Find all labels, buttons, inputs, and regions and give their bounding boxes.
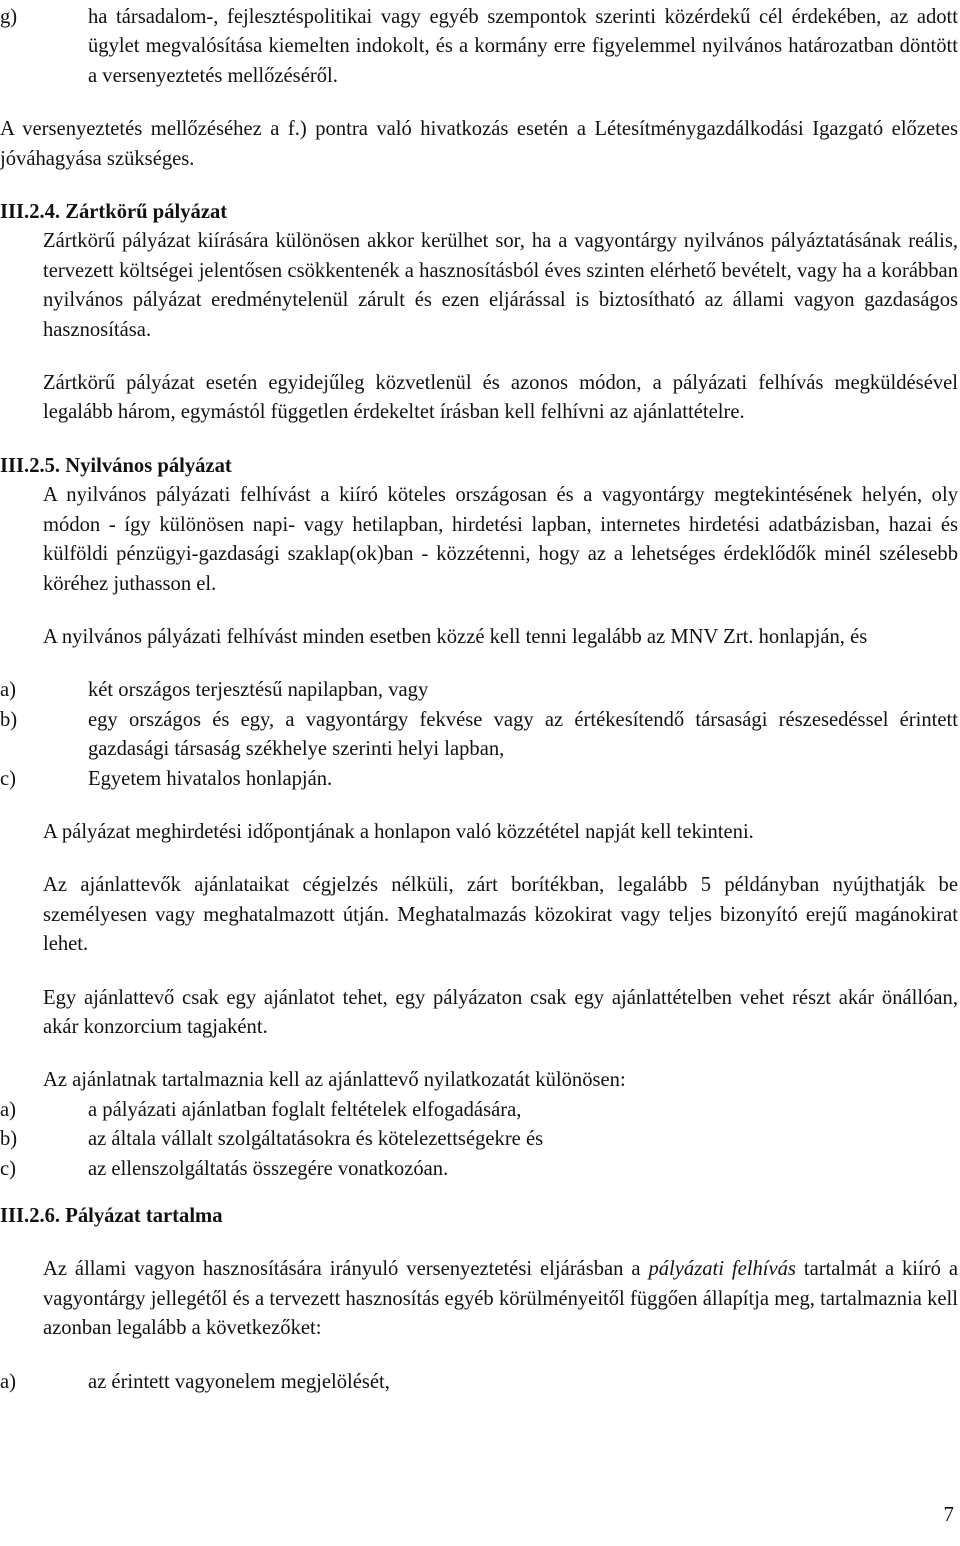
paragraph: Zártkörű pályázat esetén egyidejűleg közvetlenül és azonos módon, a pályázati felhívás megküldésével legalább három, egymástól független érdekeltet írásban kell felhívni az ajánlattételre. — [43, 372, 958, 424]
section-title: Pályázat tartalma — [65, 1205, 223, 1227]
list-item-text: az ellenszolgáltatás összegére vonatkozóan. — [88, 1157, 449, 1180]
paragraph: Egy ajánlattevő csak egy ajánlatot tehet, egy pályázaton csak egy ajánlattételben vehet részt akár önállóan, akár konzorcium tagjaként. — [43, 986, 958, 1038]
list-item-label: b) — [0, 708, 18, 731]
list-item — [0, 1368, 958, 1397]
list-item — [0, 765, 958, 794]
section-title: Zártkörű pályázat — [65, 201, 228, 224]
list-item-text: Egyetem hivatalos honlapján. — [88, 767, 333, 790]
page-number: 7 — [943, 1502, 954, 1526]
section-number: III.2.5. — [0, 454, 61, 477]
document-page — [0, 3, 958, 1397]
list-item-label: b) — [0, 1128, 18, 1151]
paragraph: Zártkörű pályázat kiírására különösen akkor kerülhet sor, ha a vagyontárgy nyilvános pályáztatásának reális, tervezett költségei jelentősen csökkentenék a hasznosításból éves szinten elérhető bevételt, vagy ha a korábban nyilvános pályázat eredménytelenül zárult és ezen eljárással is biztosítható az állami vagyon gazdaságos hasznosítása. — [43, 230, 958, 341]
section-heading-iii-2-4 — [0, 198, 958, 227]
list-item-label: a) — [0, 1370, 16, 1393]
section-title: Nyilvános pályázat — [65, 454, 232, 477]
list-item-label: a) — [0, 1098, 16, 1121]
paragraph: A nyilvános pályázati felhívást a kiíró köteles országosan és a vagyontárgy megtekintésének helyén, oly módon - így különösen napi- vagy hetilapban, hirdetési lapban, internetes hirdetési adatbázisban, hazai és külföldi pénzügyi-gazdasági szaklap(ok)ban - közzétenni, hogy az a lehetséges érdeklődők minél szélesebb köréhez juthasson el. — [43, 484, 958, 595]
section-number: III.2.4. — [0, 201, 61, 224]
list-item-text: két országos terjesztésű napilapban, vagy — [88, 679, 429, 702]
list-item-text: a pályázati ajánlatban foglalt feltételek elfogadására, — [88, 1098, 522, 1121]
list-item-text: az általa vállalt szolgáltatásokra és kötelezettségekre és — [88, 1128, 544, 1151]
f-reference-paragraph: A versenyeztetés mellőzéséhez a f.) pontra való hivatkozás esetén a Létesítménygazdálkodási Igazgató előzetes jóváhagyása szükséges. — [0, 118, 958, 170]
paragraph: A pályázat meghirdetési időpontjának a honlapon való közzététel napját kell tekinteni. — [43, 820, 754, 843]
list-item-label: c) — [0, 767, 16, 790]
paragraph: Az ajánlatnak tartalmaznia kell az ajánlattevő nyilatkozatát különösen: — [43, 1069, 626, 1092]
list-item — [0, 1096, 958, 1125]
paragraph: Az ajánlattevők ajánlataikat cégjelzés nélküli, zárt borítékban, legalább 5 példányban nyújthatják be személyesen vagy meghatalmazott útján. Meghatalmazás közokirat vagy teljes bizonyító erejű magánokirat lehet. — [43, 874, 958, 956]
list-item-label: c) — [0, 1157, 16, 1180]
emphasis-text: pályázati felhívás — [648, 1258, 796, 1281]
list-item — [0, 1125, 958, 1154]
section-number: III.2.6. — [0, 1205, 61, 1227]
section-heading-iii-2-5 — [0, 452, 958, 481]
list-item — [0, 676, 958, 705]
list-item-label: g) — [0, 6, 18, 28]
list-item-text: az érintett vagyonelem megjelölését, — [88, 1370, 390, 1393]
list-item-text: egy országos és egy, a vagyontárgy fekvése vagy az értékesítendő társasági részesedéssel érintett gazdasági társaság székhelye szerinti helyi lapban, — [88, 708, 958, 761]
list-item-text: ha társadalom-, fejlesztéspolitikai vagy egyéb szempontok szerinti közérdekű cél érdekében, az adott ügylet megvalósítása kiemelten indokolt, és a kormány erre figyelemmel nyilvános határozatban döntött a versenyeztetés mellőzéséről. — [88, 6, 958, 87]
paragraph: A nyilvános pályázati felhívást minden esetben közzé kell tenni legalább az MNV Zrt. honlapján, és — [43, 625, 868, 648]
list-item — [0, 1155, 958, 1184]
paragraph-text: Az állami vagyon hasznosítására irányuló versenyeztetési eljárásban a — [43, 1258, 641, 1281]
paragraph — [43, 1255, 958, 1343]
list-item — [0, 706, 958, 765]
section-heading-iii-2-6 — [0, 1202, 958, 1231]
paragraph-text: tartalmát a kiíró a vagyontárgy jellegétől és a tervezett hasznosítás egyéb körülményeitől függően állapítja meg, tartalmaznia kell azonban legalább a következőket: — [43, 1258, 958, 1340]
list-item-g — [0, 3, 958, 91]
list-item-label: a) — [0, 679, 16, 702]
